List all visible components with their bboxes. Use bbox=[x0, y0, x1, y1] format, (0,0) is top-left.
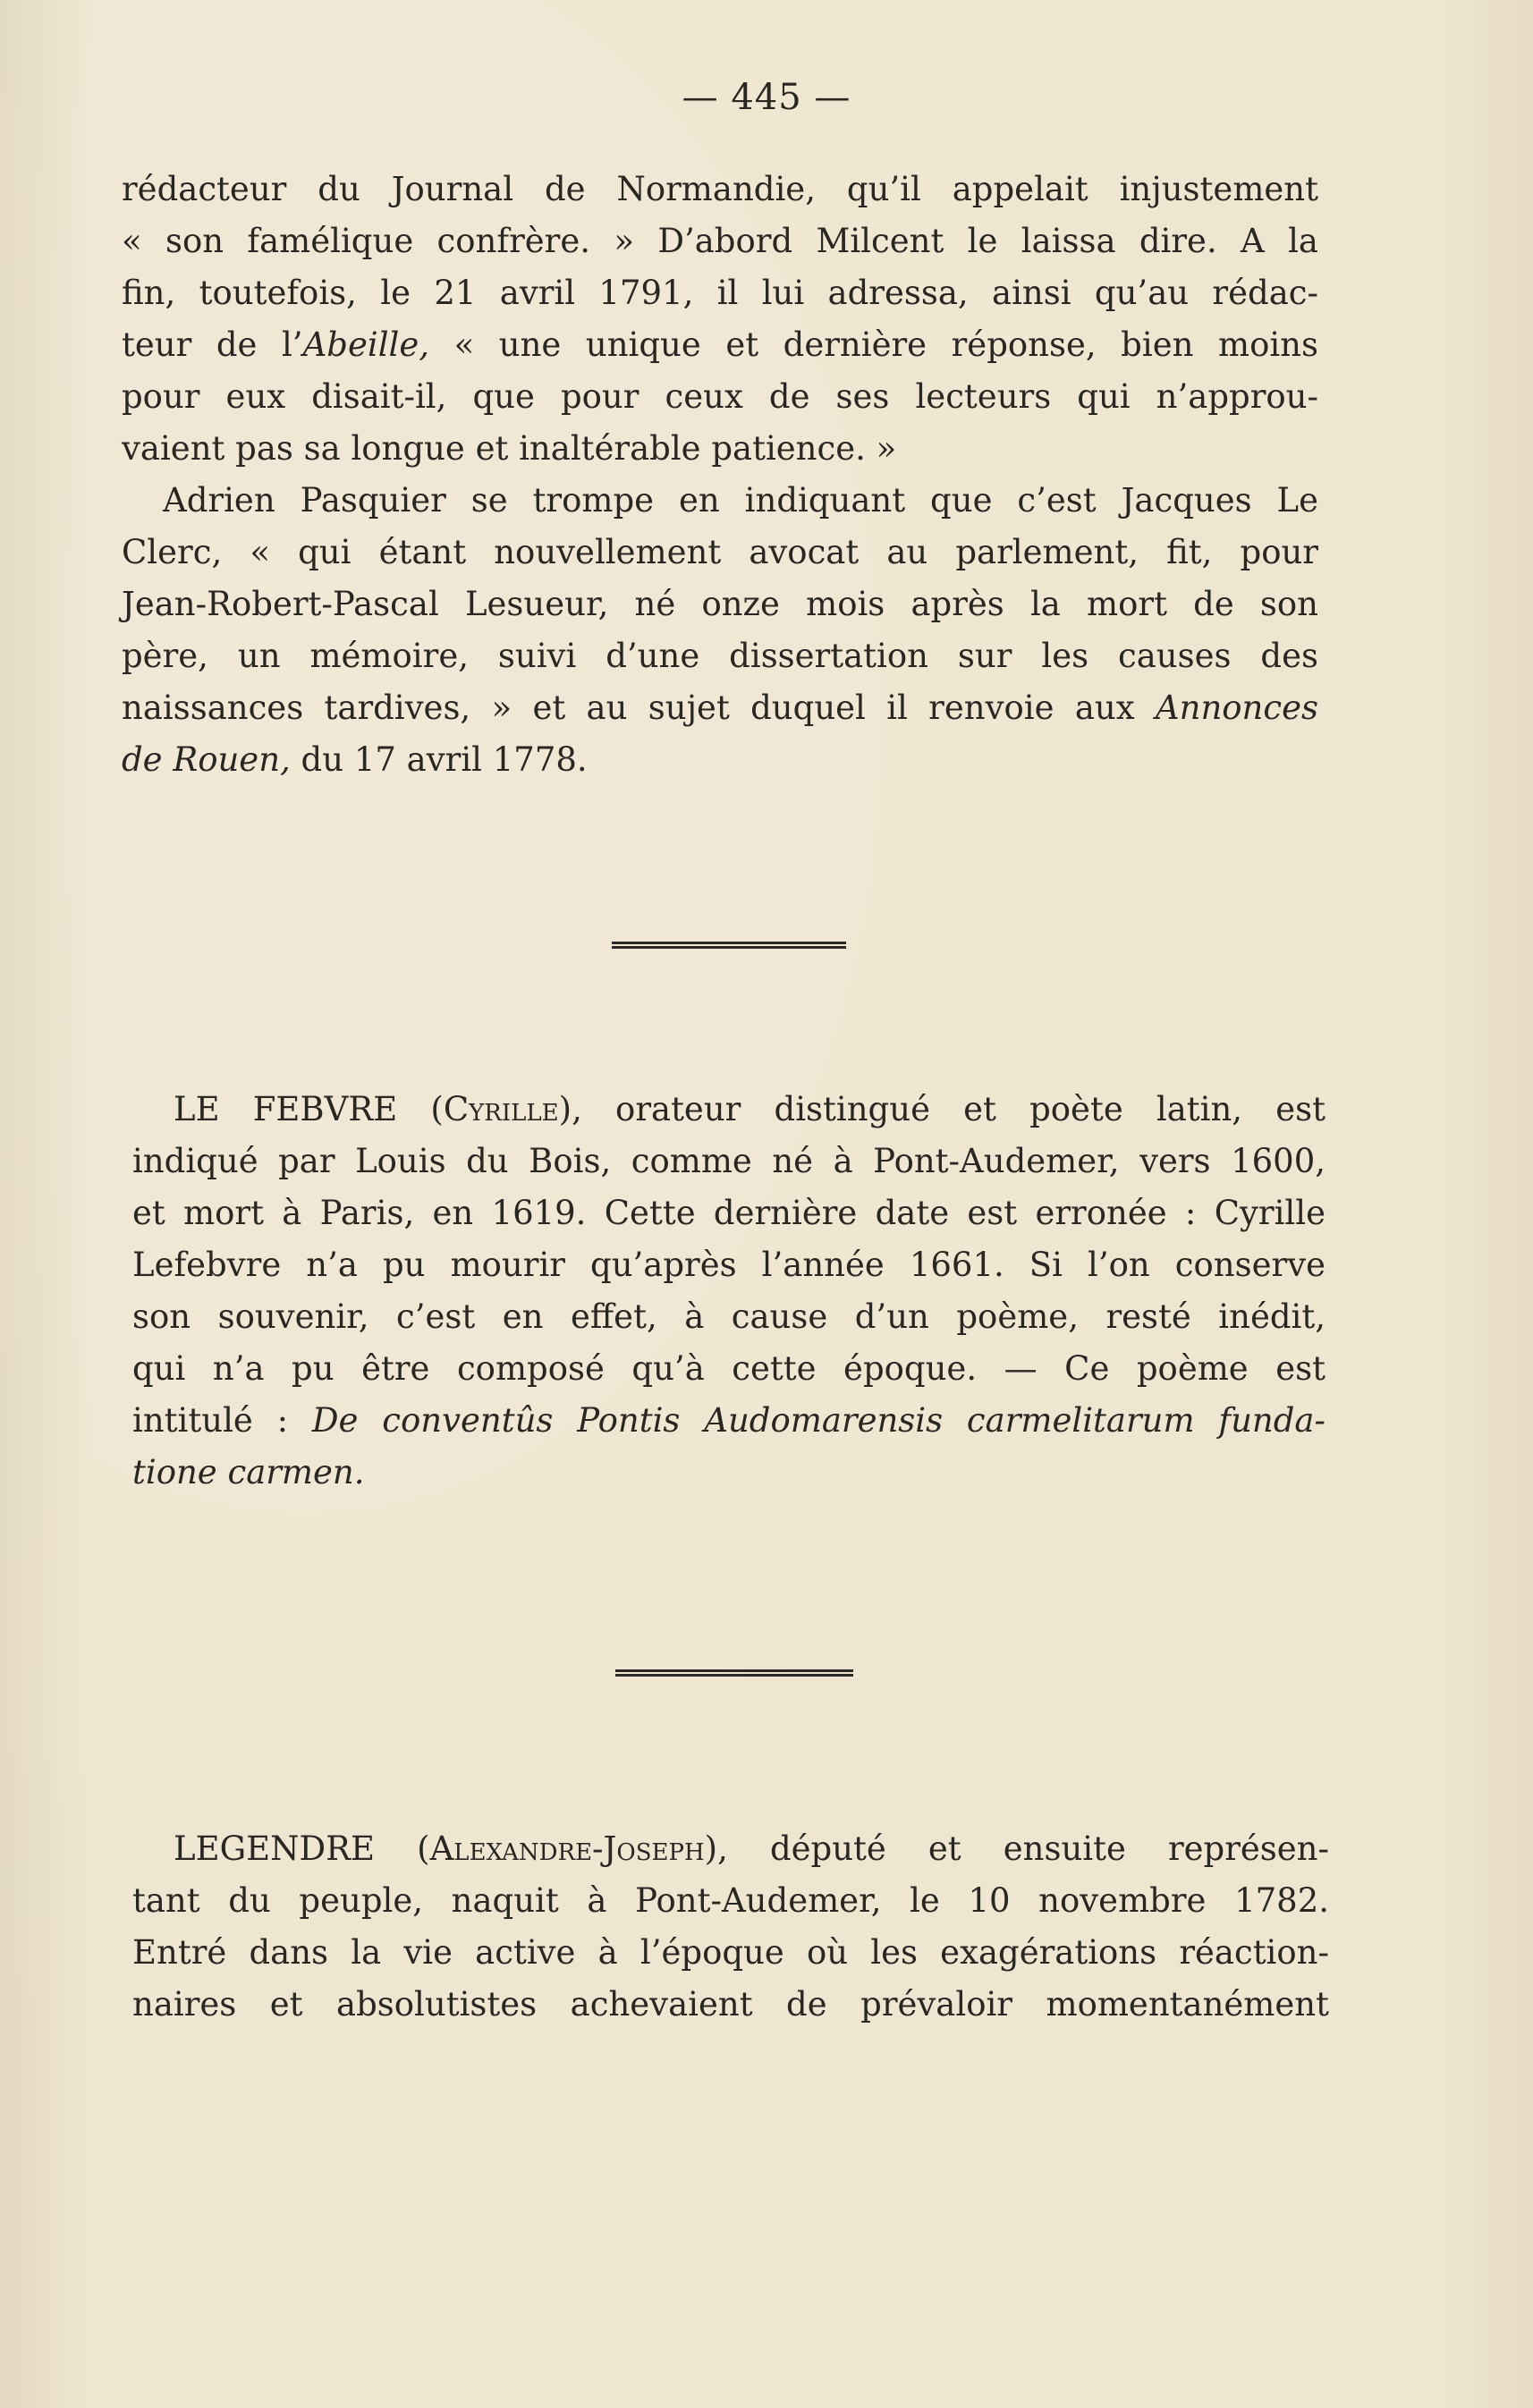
text-line: Adrien Pasquier se trompe en indiquant que c’est Jacques Le bbox=[163, 481, 1318, 520]
text-run: naissances tardives, » et au sujet duquel il renvoie aux bbox=[122, 689, 1156, 727]
text-line: qui n’a pu être composé qu’à cette époque. — Ce poème est bbox=[132, 1349, 1325, 1388]
text-line: et mort à Paris, en 1619. Cette dernière date est erronée : Cyrille bbox=[132, 1194, 1325, 1232]
text-line bbox=[132, 1447, 1325, 1499]
text-line bbox=[132, 1084, 1325, 1136]
italic-de-rouen: de Rouen, bbox=[122, 740, 291, 779]
text-line: son souvenir, c’est en effet, à cause d’un poème, resté inédit, bbox=[132, 1297, 1325, 1336]
italic-poem-title-end: tione carmen. bbox=[132, 1453, 365, 1491]
entry-le-febvre bbox=[132, 1084, 1325, 1499]
entry-heading-firstname: Alexandre-Joseph bbox=[429, 1829, 705, 1868]
text-line: indiqué par Louis du Bois, comme né à Pont-Audemer, vers 1600, bbox=[132, 1142, 1325, 1180]
text-line: père, un mémoire, suivi d’une dissertation sur les causes des bbox=[122, 637, 1318, 675]
entry-heading-name: LEGENDRE ( bbox=[174, 1829, 430, 1868]
text-line: naires et absolutistes achevaient de prévaloir momentanément bbox=[132, 1985, 1329, 2024]
text-line bbox=[132, 1823, 1329, 1875]
text-run: ), orateur distingué et poète latin, est bbox=[558, 1090, 1325, 1128]
italic-title-abeille: Abeille, bbox=[302, 325, 430, 364]
entry-heading-firstname: Cyrille bbox=[443, 1090, 559, 1128]
text-line: tant du peuple, naquit à Pont-Audemer, le 10 novembre 1782. bbox=[132, 1881, 1329, 1920]
paragraph-milcent bbox=[122, 164, 1318, 475]
text-line: « son famélique confrère. » D’abord Milcent le laissa dire. A la bbox=[122, 222, 1318, 260]
italic-annonces: Annonces bbox=[1155, 689, 1318, 727]
text-run: teur de l’ bbox=[122, 325, 303, 364]
text-line: vaient pas sa longue et inaltérable patience. » bbox=[122, 429, 897, 468]
text-run: intitulé : bbox=[132, 1401, 312, 1440]
text-run: ), député et ensuite représen- bbox=[704, 1829, 1330, 1868]
text-line: Jean-Robert-Pascal Lesueur, né onze mois après la mort de son bbox=[122, 585, 1318, 623]
text-line bbox=[122, 319, 1318, 371]
page-number: — 445 — bbox=[682, 77, 851, 118]
italic-poem-title: De conventûs Pontis Audomarensis carmelitarum funda- bbox=[311, 1401, 1325, 1440]
text-line bbox=[122, 682, 1318, 734]
text-line bbox=[122, 734, 1318, 786]
paragraph-pasquier bbox=[122, 475, 1318, 786]
text-line bbox=[132, 1395, 1325, 1447]
text-line: Clerc, « qui étant nouvellement avocat au parlement, fit, pour bbox=[122, 533, 1318, 571]
text-line: fin, toutefois, le 21 avril 1791, il lui adressa, ainsi qu’au rédac- bbox=[122, 274, 1318, 312]
text-line: Lefebvre n’a pu mourir qu’après l’année 1661. Si l’on conserve bbox=[132, 1246, 1325, 1284]
entry-legendre bbox=[132, 1823, 1329, 2031]
text-run: du 17 avril 1778. bbox=[290, 740, 588, 779]
section-divider bbox=[615, 1669, 853, 1677]
text-line: rédacteur du Journal de Normandie, qu’il appelait injustement bbox=[122, 170, 1318, 208]
text-line: Entré dans la vie active à l’époque où les exagérations réaction- bbox=[132, 1933, 1329, 1972]
section-divider bbox=[612, 942, 846, 949]
text-run: « une unique et dernière réponse, bien moins bbox=[429, 325, 1318, 364]
entry-heading-name: LE FEBVRE ( bbox=[174, 1090, 444, 1128]
text-line: pour eux disait-il, que pour ceux de ses lecteurs qui n’approu- bbox=[122, 377, 1318, 416]
